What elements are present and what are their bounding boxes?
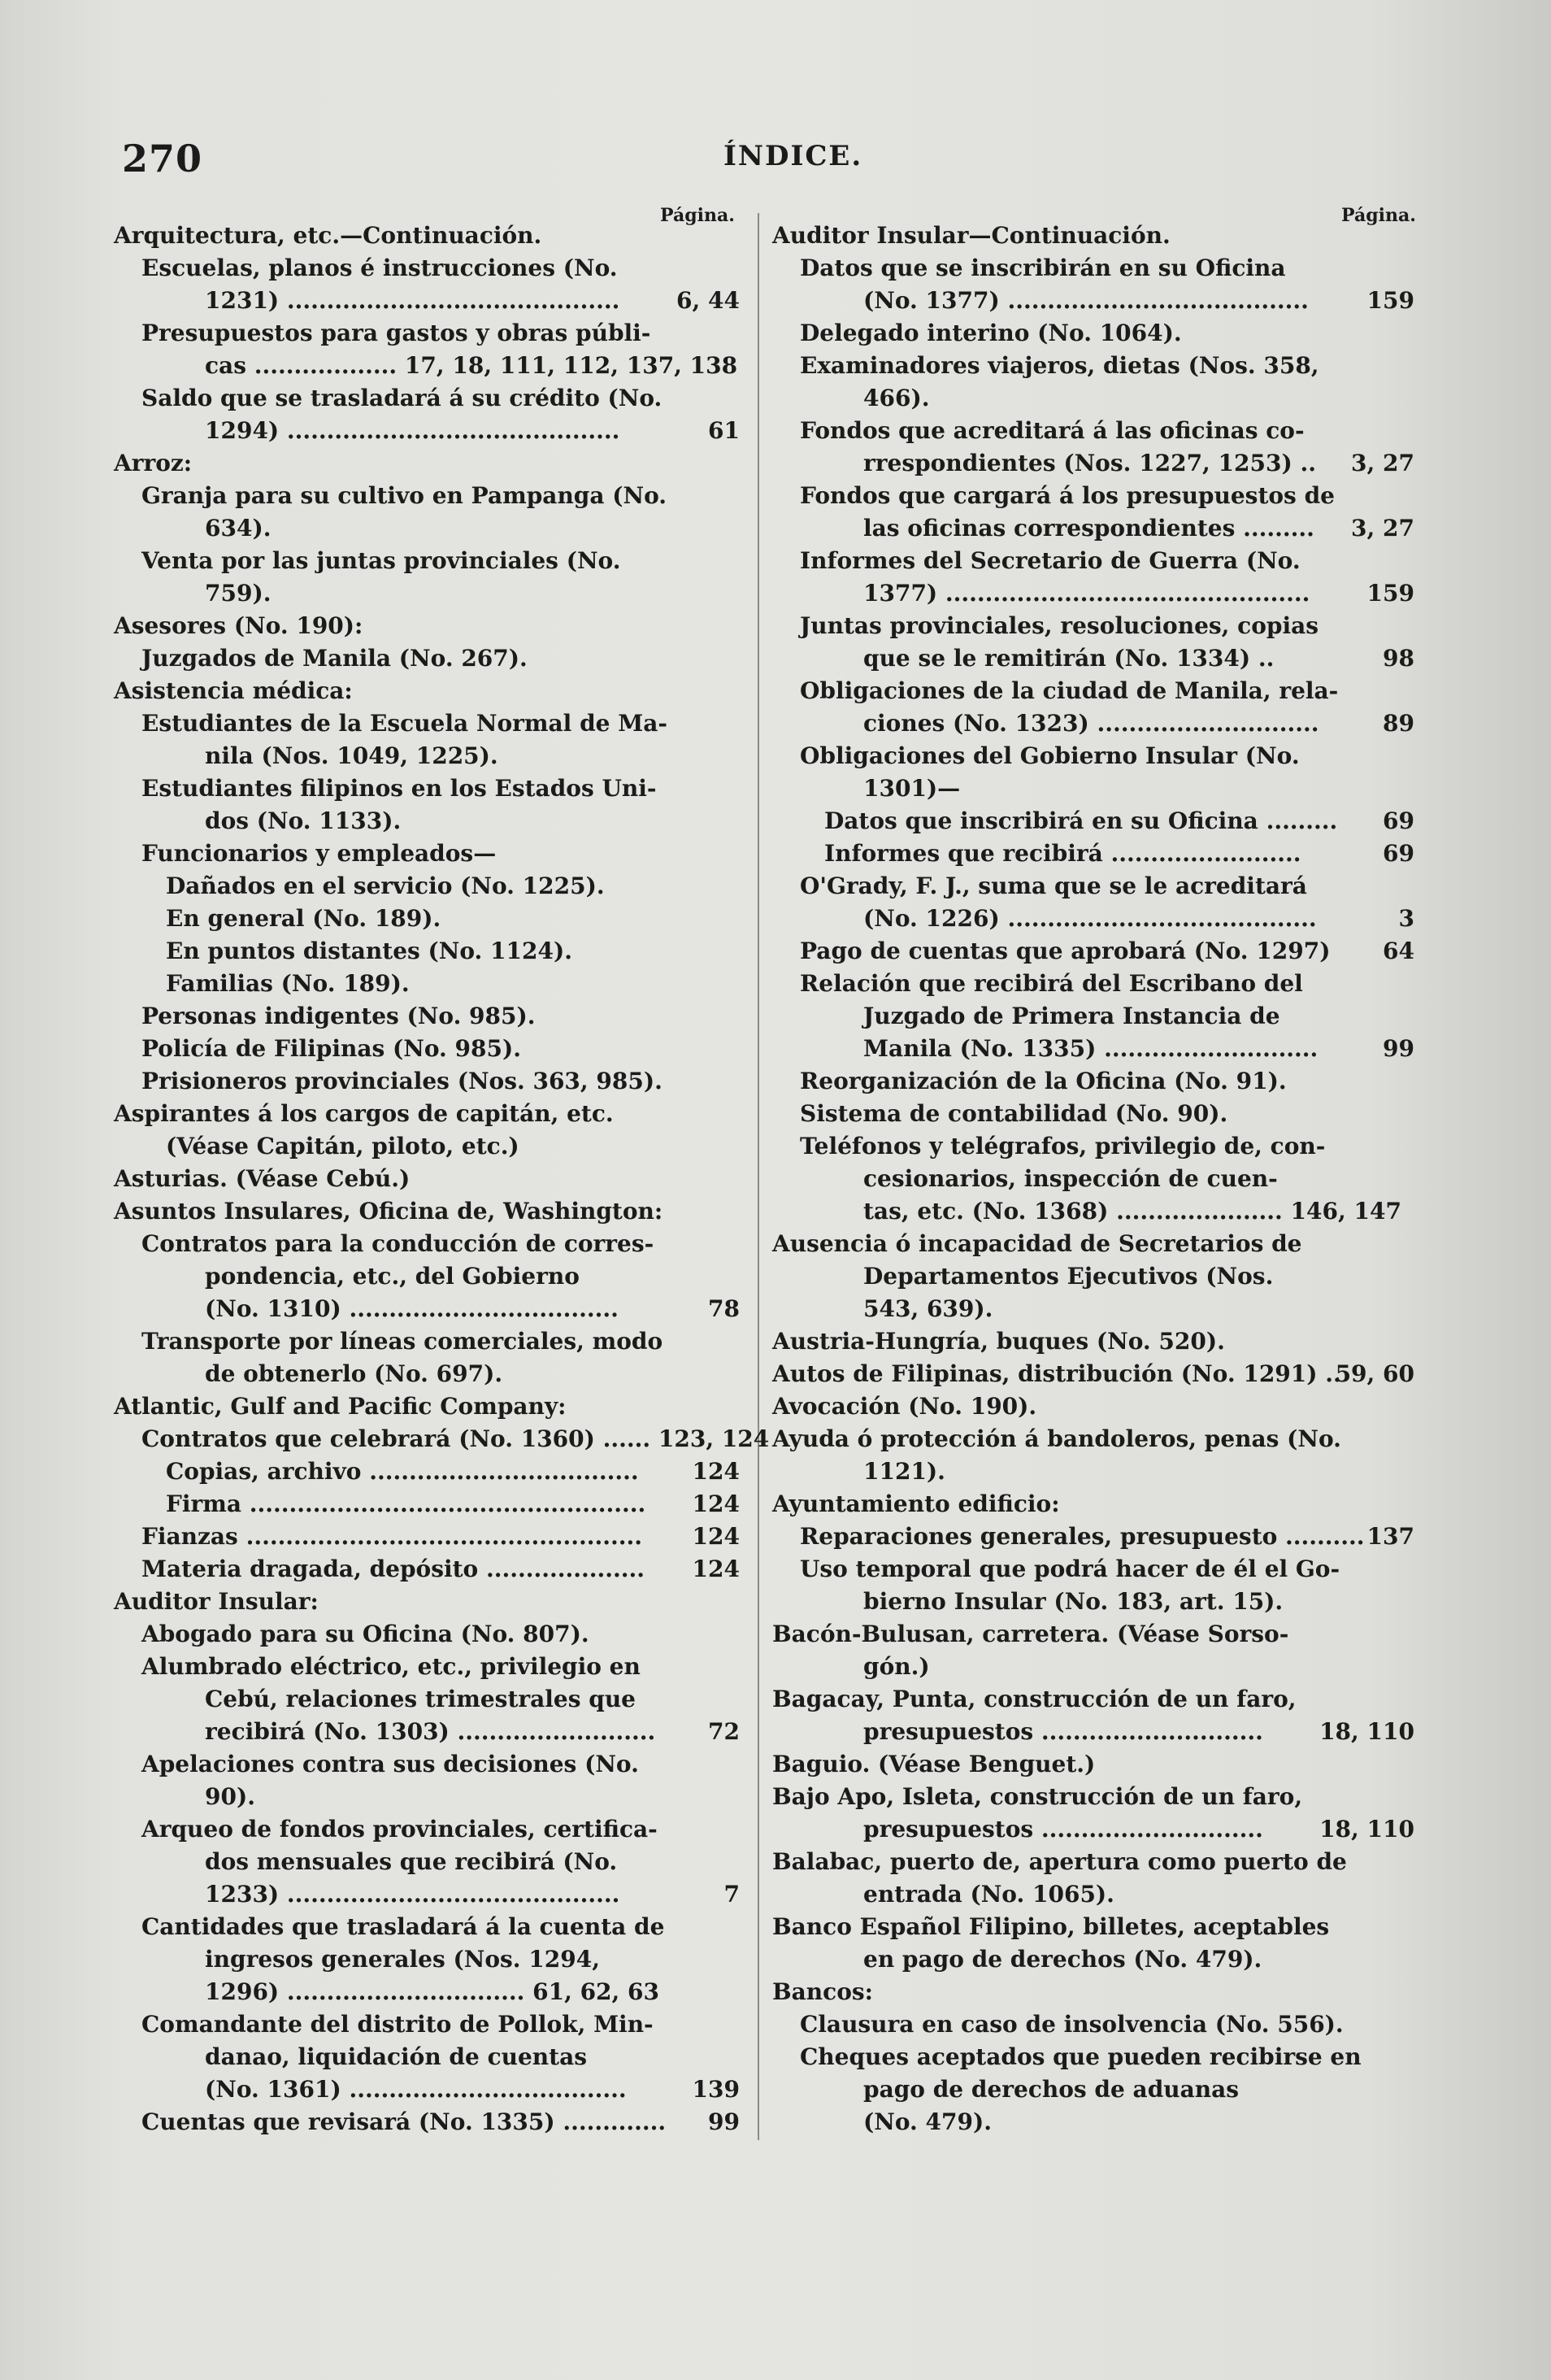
right-index-entry bbox=[772, 1586, 1414, 1618]
left-index-entry bbox=[114, 2008, 740, 2041]
right-index-entry bbox=[772, 480, 1414, 512]
left-index-entry bbox=[114, 350, 740, 382]
entry-text: pago de derechos de aduanas bbox=[863, 2076, 1240, 2103]
entry-page-ref: 99 bbox=[1383, 1035, 1414, 1062]
right-index-entry bbox=[772, 772, 1414, 805]
entry-text: 1294) .......................................... bbox=[205, 417, 620, 444]
entry-text: nila (Nos. 1049, 1225). bbox=[205, 742, 498, 769]
left-index-entry bbox=[114, 1651, 740, 1683]
entry-page-ref: 18, 110 bbox=[1319, 1816, 1414, 1843]
entry-text: 543, 639). bbox=[863, 1295, 993, 1322]
entry-page-ref: 78 bbox=[708, 1295, 740, 1322]
entry-text: cesionarios, inspección de cuen- bbox=[863, 1165, 1278, 1192]
left-index-entry bbox=[114, 2041, 740, 2073]
entry-text: 1377) .............................................. bbox=[863, 580, 1310, 607]
entry-text: (No. 1226) ....................................... bbox=[863, 905, 1317, 932]
entry-page-ref: 124 bbox=[692, 1458, 740, 1485]
entry-text: Bajo Apo, Isleta, construcción de un faro, bbox=[772, 1783, 1303, 1810]
entry-text: Bagacay, Punta, construcción de un faro, bbox=[772, 1686, 1297, 1712]
right-index-entry bbox=[772, 1260, 1414, 1293]
left-index-entry bbox=[114, 935, 740, 968]
entry-text: Banco Español Filipino, billetes, aceptables bbox=[772, 1913, 1330, 1940]
right-index-entry bbox=[772, 1130, 1414, 1163]
entry-text: En general (No. 189). bbox=[166, 905, 441, 932]
entry-text: 759). bbox=[205, 580, 272, 607]
right-index-entry bbox=[772, 838, 1414, 870]
right-index-entry bbox=[772, 1000, 1414, 1033]
entry-text: recibirá (No. 1303) ......................... bbox=[205, 1718, 656, 1745]
entry-text: Abogado para su Oficina (No. 807). bbox=[141, 1621, 589, 1647]
entry-page-ref: 61 bbox=[708, 417, 740, 444]
left-index-entry bbox=[114, 870, 740, 903]
entry-text: Asuntos Insulares, Oficina de, Washington: bbox=[114, 1198, 663, 1225]
entry-page-ref: 69 bbox=[1383, 840, 1414, 867]
entry-text: bierno Insular (No. 183, art. 15). bbox=[863, 1588, 1284, 1615]
left-index-entry bbox=[114, 707, 740, 740]
left-index-entry bbox=[114, 1033, 740, 1065]
entry-text: Cheques aceptados que pueden recibirse en bbox=[800, 2043, 1362, 2070]
left-index-entry bbox=[114, 903, 740, 935]
entry-text: presupuestos ............................ bbox=[863, 1718, 1263, 1745]
entry-text: danao, liquidación de cuentas bbox=[205, 2043, 587, 2070]
left-index-entry bbox=[114, 545, 740, 577]
entry-text: rrespondientes (Nos. 1227, 1253) .. bbox=[863, 450, 1316, 476]
entry-text: Reparaciones generales, presupuesto .......... bbox=[800, 1523, 1365, 1550]
left-index-entry bbox=[114, 1488, 740, 1521]
right-index-entry bbox=[772, 1651, 1414, 1683]
entry-text: tas, etc. (No. 1368) ..................... 146, 147 bbox=[863, 1198, 1401, 1225]
right-index-entry bbox=[772, 1943, 1414, 1976]
entry-text: (No. 1310) .................................. bbox=[205, 1295, 619, 1322]
entry-text: Transporte por líneas comerciales, modo bbox=[141, 1328, 663, 1355]
entry-text: dos mensuales que recibirá (No. bbox=[205, 1848, 618, 1875]
entry-page-ref: 159 bbox=[1366, 287, 1414, 314]
right-index-entry bbox=[772, 610, 1414, 642]
right-index-entry bbox=[772, 382, 1414, 415]
entry-text: En puntos distantes (No. 1124). bbox=[166, 938, 572, 964]
left-index-entry bbox=[114, 675, 740, 707]
entry-text: Pago de cuentas que aprobará (No. 1297) bbox=[800, 938, 1331, 964]
entry-text: Aspirantes á los cargos de capitán, etc. bbox=[114, 1100, 614, 1127]
left-index-entry bbox=[114, 480, 740, 512]
right-index-entry bbox=[772, 1488, 1414, 1521]
right-index-entry bbox=[772, 1748, 1414, 1781]
entry-text: 1231) .......................................... bbox=[205, 287, 620, 314]
entry-text: Granja para su cultivo en Pampanga (No. bbox=[141, 482, 667, 509]
entry-text: Avocación (No. 190). bbox=[772, 1393, 1037, 1420]
right-index-entry bbox=[772, 1618, 1414, 1651]
entry-text: Bancos: bbox=[772, 1978, 873, 2005]
entry-text: Estudiantes filipinos en los Estados Uni- bbox=[141, 775, 657, 802]
entry-page-ref: 7 bbox=[723, 1881, 740, 1908]
left-index-entry bbox=[114, 2073, 740, 2106]
entry-text: Prisioneros provinciales (Nos. 363, 985). bbox=[141, 1068, 663, 1094]
right-index-entry bbox=[772, 447, 1414, 480]
right-index-entry bbox=[772, 642, 1414, 675]
entry-text: Cebú, relaciones trimestrales que bbox=[205, 1686, 636, 1712]
right-index-entry bbox=[772, 220, 1414, 252]
left-index-entry bbox=[114, 1911, 740, 1943]
entry-text: 634). bbox=[205, 515, 272, 542]
entry-text: Policía de Filipinas (No. 985). bbox=[141, 1035, 521, 1062]
left-index-entry bbox=[114, 577, 740, 610]
entry-text: Juntas provinciales, resoluciones, copias bbox=[800, 612, 1319, 639]
left-index-entry bbox=[114, 1716, 740, 1748]
entry-text: entrada (No. 1065). bbox=[863, 1881, 1114, 1908]
left-index-entry bbox=[114, 1976, 740, 2008]
entry-text: presupuestos ............................ bbox=[863, 1816, 1263, 1843]
right-index-entry bbox=[772, 1228, 1414, 1260]
left-index-entry bbox=[114, 252, 740, 285]
right-index-entry bbox=[772, 1781, 1414, 1813]
right-index-entry bbox=[772, 740, 1414, 772]
right-index-entry bbox=[772, 1716, 1414, 1748]
right-index-entry bbox=[772, 317, 1414, 350]
left-index-entry bbox=[114, 382, 740, 415]
left-index-entry bbox=[114, 1586, 740, 1618]
entry-text: Comandante del distrito de Pollok, Min- bbox=[141, 2011, 654, 2038]
entry-text: Ausencia ó incapacidad de Secretarios de bbox=[772, 1230, 1302, 1257]
entry-text: Cuentas que revisará (No. 1335) ............. bbox=[141, 2108, 667, 2135]
entry-text: Informes que recibirá ........................ bbox=[824, 840, 1301, 867]
entry-page-ref: 3, 27 bbox=[1351, 515, 1414, 542]
left-index-entry bbox=[114, 1098, 740, 1130]
entry-text: 1121). bbox=[863, 1458, 945, 1485]
right-index-entry bbox=[772, 1195, 1414, 1228]
entry-text: Atlantic, Gulf and Pacific Company: bbox=[114, 1393, 567, 1420]
entry-page-ref: 3, 27 bbox=[1351, 450, 1414, 476]
entry-text: que se le remitirán (No. 1334) .. bbox=[863, 645, 1275, 672]
right-index-entry bbox=[772, 1813, 1414, 1846]
entry-text: Austria-Hungría, buques (No. 520). bbox=[772, 1328, 1225, 1355]
right-index-column bbox=[772, 220, 1414, 2139]
entry-text: (No. 479). bbox=[863, 2108, 992, 2135]
entry-text: Uso temporal que podrá hacer de él el Go- bbox=[800, 1555, 1340, 1582]
entry-text: Saldo que se trasladará á su crédito (No. bbox=[141, 385, 663, 411]
right-index-entry bbox=[772, 252, 1414, 285]
entry-text: Auditor Insular: bbox=[114, 1588, 319, 1615]
left-index-entry bbox=[114, 1455, 740, 1488]
right-column-page-label: Página. bbox=[1341, 205, 1416, 226]
entry-text: 1233) .......................................... bbox=[205, 1881, 620, 1908]
entry-text: (No. 1361) ................................... bbox=[205, 2076, 627, 2103]
entry-text: Arroz: bbox=[114, 450, 193, 476]
right-index-entry bbox=[772, 707, 1414, 740]
entry-text: Escuelas, planos é instrucciones (No. bbox=[141, 255, 618, 281]
entry-text: Ayuntamiento edificio: bbox=[772, 1490, 1060, 1517]
entry-page-ref: 6, 44 bbox=[676, 287, 740, 314]
entry-page-ref: 137 bbox=[1366, 1523, 1414, 1550]
entry-page-ref: 98 bbox=[1383, 645, 1414, 672]
entry-text: Datos que se inscribirán en su Oficina bbox=[800, 255, 1286, 281]
right-index-entry bbox=[772, 1033, 1414, 1065]
entry-text: ingresos generales (Nos. 1294, bbox=[205, 1946, 600, 1973]
right-index-entry bbox=[772, 1521, 1414, 1553]
entry-text: Juzgado de Primera Instancia de bbox=[863, 1003, 1280, 1029]
right-index-entry bbox=[772, 1455, 1414, 1488]
entry-text: 1296) .............................. 61, 62, 63 bbox=[205, 1978, 660, 2005]
entry-text: Autos de Filipinas, distribución (No. 1291) .. bbox=[772, 1360, 1341, 1387]
entry-text: Clausura en caso de insolvencia (No. 556). bbox=[800, 2011, 1344, 2038]
entry-text: Sistema de contabilidad (No. 90). bbox=[800, 1100, 1228, 1127]
entry-page-ref: 72 bbox=[708, 1718, 740, 1745]
entry-text: Teléfonos y telégrafos, privilegio de, con- bbox=[800, 1133, 1326, 1160]
entry-text: Copias, archivo .................................. bbox=[166, 1458, 639, 1485]
right-index-entry bbox=[772, 2073, 1414, 2106]
left-index-entry bbox=[114, 1521, 740, 1553]
entry-text: Departamentos Ejecutivos (Nos. bbox=[863, 1263, 1274, 1290]
right-index-entry bbox=[772, 805, 1414, 838]
right-index-entry bbox=[772, 968, 1414, 1000]
left-index-entry bbox=[114, 1618, 740, 1651]
entry-text: Fondos que cargará á los presupuestos de bbox=[800, 482, 1335, 509]
entry-text: Cantidades que trasladará á la cuenta de bbox=[141, 1913, 665, 1940]
entry-page-ref: 18, 110 bbox=[1319, 1718, 1414, 1745]
entry-text: Familias (No. 189). bbox=[166, 970, 410, 997]
left-index-entry bbox=[114, 1358, 740, 1390]
left-index-entry bbox=[114, 1228, 740, 1260]
left-index-entry bbox=[114, 512, 740, 545]
right-index-entry bbox=[772, 545, 1414, 577]
right-index-entry bbox=[772, 285, 1414, 317]
entry-text: 90). bbox=[205, 1783, 255, 1810]
entry-text: Arqueo de fondos provinciales, certifica- bbox=[141, 1816, 658, 1843]
entry-page-ref: 124 bbox=[692, 1555, 740, 1582]
right-index-entry bbox=[772, 2041, 1414, 2073]
left-index-entry bbox=[114, 1553, 740, 1586]
entry-text: en pago de derechos (No. 479). bbox=[863, 1946, 1262, 1973]
entry-text: Asesores (No. 190): bbox=[114, 612, 363, 639]
entry-text: Contratos que celebrará (No. 1360) ...... 123, 124 bbox=[141, 1425, 770, 1452]
entry-text: Manila (No. 1335) ........................... bbox=[863, 1035, 1319, 1062]
left-index-entry bbox=[114, 642, 740, 675]
left-index-entry bbox=[114, 2106, 740, 2139]
entry-text: las oficinas correspondientes ......... bbox=[863, 515, 1314, 542]
right-index-entry bbox=[772, 1098, 1414, 1130]
entry-text: Funcionarios y empleados— bbox=[141, 840, 497, 867]
entry-text: Baguio. (Véase Benguet.) bbox=[772, 1751, 1096, 1777]
right-index-entry bbox=[772, 1358, 1414, 1390]
entry-text: Delegado interino (No. 1064). bbox=[800, 320, 1182, 346]
right-index-entry bbox=[772, 1976, 1414, 2008]
entry-page-ref: 69 bbox=[1383, 807, 1414, 834]
right-index-entry bbox=[772, 1911, 1414, 1943]
right-index-entry bbox=[772, 415, 1414, 447]
right-index-entry bbox=[772, 1163, 1414, 1195]
left-index-entry bbox=[114, 838, 740, 870]
entry-text: Firma .................................................. bbox=[166, 1490, 646, 1517]
entry-page-ref: 139 bbox=[692, 2076, 740, 2103]
entry-text: Asturias. (Véase Cebú.) bbox=[114, 1165, 411, 1192]
left-index-entry bbox=[114, 1781, 740, 1813]
entry-text: Obligaciones del Gobierno Insular (No. bbox=[800, 742, 1300, 769]
entry-text: Apelaciones contra sus decisiones (No. bbox=[141, 1751, 639, 1777]
left-index-entry bbox=[114, 1260, 740, 1293]
entry-text: cas .................. 17, 18, 111, 112, 137, 138 bbox=[205, 352, 738, 379]
left-index-column bbox=[114, 220, 770, 2139]
entry-text: O'Grady, F. J., suma que se le acreditará bbox=[800, 872, 1307, 899]
entry-text: Materia dragada, depósito .................... bbox=[141, 1555, 645, 1582]
right-index-entry bbox=[772, 1846, 1414, 1878]
right-index-entry bbox=[772, 512, 1414, 545]
left-index-entry bbox=[114, 1943, 740, 1976]
right-index-entry bbox=[772, 935, 1414, 968]
entry-text: Datos que inscribirá en su Oficina ......... bbox=[824, 807, 1338, 834]
entry-text: Auditor Insular—Continuación. bbox=[772, 222, 1171, 249]
right-index-entry bbox=[772, 1683, 1414, 1716]
left-index-entry bbox=[114, 610, 740, 642]
left-index-entry bbox=[114, 1813, 740, 1846]
entry-text: Venta por las juntas provinciales (No. bbox=[141, 547, 621, 574]
left-index-entry bbox=[114, 968, 740, 1000]
entry-text: Examinadores viajeros, dietas (Nos. 358, bbox=[800, 352, 1319, 379]
right-index-entry bbox=[772, 1065, 1414, 1098]
right-index-entry bbox=[772, 1553, 1414, 1586]
entry-text: Bacón-Bulusan, carretera. (Véase Sorso- bbox=[772, 1621, 1289, 1647]
right-index-entry bbox=[772, 1878, 1414, 1911]
left-index-entry bbox=[114, 772, 740, 805]
entry-text: Personas indigentes (No. 985). bbox=[141, 1003, 536, 1029]
entry-text: Balabac, puerto de, apertura como puerto de bbox=[772, 1848, 1347, 1875]
left-index-entry bbox=[114, 317, 740, 350]
entry-text: (No. 1377) ...................................... bbox=[863, 287, 1309, 314]
entry-text: de obtenerlo (No. 697). bbox=[205, 1360, 503, 1387]
entry-text: Relación que recibirá del Escribano del bbox=[800, 970, 1303, 997]
entry-text: Asistencia médica: bbox=[114, 677, 353, 704]
entry-text: Fianzas .................................................. bbox=[141, 1523, 642, 1550]
entry-page-ref: 159 bbox=[1366, 580, 1414, 607]
right-index-entry bbox=[772, 1293, 1414, 1325]
entry-text: (Véase Capitán, piloto, etc.) bbox=[166, 1133, 519, 1160]
left-column-page-label: Página. bbox=[660, 205, 735, 226]
left-index-entry bbox=[114, 1293, 740, 1325]
entry-text: Contratos para la conducción de corres- bbox=[141, 1230, 654, 1257]
entry-page-ref: 64 bbox=[1383, 938, 1414, 964]
left-index-entry bbox=[114, 1878, 740, 1911]
left-index-entry bbox=[114, 1163, 740, 1195]
left-index-entry bbox=[114, 1423, 770, 1455]
entry-text: Presupuestos para gastos y obras públi- bbox=[141, 320, 651, 346]
left-index-entry bbox=[114, 1065, 740, 1098]
left-index-entry bbox=[114, 1390, 740, 1423]
entry-text: Reorganización de la Oficina (No. 91). bbox=[800, 1068, 1287, 1094]
left-index-entry bbox=[114, 1683, 740, 1716]
entry-page-ref: 99 bbox=[708, 2108, 740, 2135]
left-index-entry bbox=[114, 1000, 740, 1033]
left-index-entry bbox=[114, 805, 740, 838]
entry-text: Obligaciones de la ciudad de Manila, rela- bbox=[800, 677, 1339, 704]
left-index-entry bbox=[114, 740, 740, 772]
left-index-entry bbox=[114, 415, 740, 447]
right-index-entry bbox=[772, 2008, 1414, 2041]
entry-page-ref: 3 bbox=[1398, 905, 1414, 932]
left-index-entry bbox=[114, 1748, 740, 1781]
entry-page-ref: 124 bbox=[692, 1523, 740, 1550]
entry-text: 1301)— bbox=[863, 775, 961, 802]
right-index-entry bbox=[772, 903, 1414, 935]
left-index-entry bbox=[114, 1195, 740, 1228]
entry-text: Estudiantes de la Escuela Normal de Ma- bbox=[141, 710, 667, 737]
entry-text: Alumbrado eléctrico, etc., privilegio en bbox=[141, 1653, 641, 1680]
left-index-entry bbox=[114, 1325, 740, 1358]
entry-text: 466). bbox=[863, 385, 930, 411]
entry-text: dos (No. 1133). bbox=[205, 807, 402, 834]
entry-text: Ayuda ó protección á bandoleros, penas (No. bbox=[772, 1425, 1341, 1452]
left-index-entry bbox=[114, 1130, 740, 1163]
entry-text: Arquitectura, etc.—Continuación. bbox=[114, 222, 542, 249]
left-index-entry bbox=[114, 447, 740, 480]
right-index-entry bbox=[772, 1390, 1414, 1423]
page-number: 270 bbox=[122, 137, 203, 181]
right-index-entry bbox=[772, 2106, 1414, 2139]
entry-text: gón.) bbox=[863, 1653, 930, 1680]
entry-text: Juzgados de Manila (No. 267). bbox=[141, 645, 528, 672]
left-index-entry bbox=[114, 1846, 740, 1878]
right-index-entry bbox=[772, 1423, 1414, 1455]
left-index-entry bbox=[114, 285, 740, 317]
entry-text: Dañados en el servicio (No. 1225). bbox=[166, 872, 605, 899]
right-index-entry bbox=[772, 675, 1414, 707]
entry-text: pondencia, etc., del Gobierno bbox=[205, 1263, 580, 1290]
entry-page-ref: 89 bbox=[1383, 710, 1414, 737]
entry-page-ref: 124 bbox=[692, 1490, 740, 1517]
column-divider bbox=[758, 213, 759, 2140]
entry-text: ciones (No. 1323) ............................ bbox=[863, 710, 1319, 737]
entry-text: Informes del Secretario de Guerra (No. bbox=[800, 547, 1301, 574]
entry-text: Fondos que acreditará á las oficinas co- bbox=[800, 417, 1305, 444]
right-index-entry bbox=[772, 1325, 1414, 1358]
right-index-entry bbox=[772, 577, 1414, 610]
left-index-entry bbox=[114, 220, 740, 252]
right-index-entry bbox=[772, 350, 1414, 382]
running-title: ÍNDICE. bbox=[723, 140, 863, 172]
right-index-entry bbox=[772, 870, 1414, 903]
entry-page-ref: 59, 60 bbox=[1335, 1360, 1414, 1387]
